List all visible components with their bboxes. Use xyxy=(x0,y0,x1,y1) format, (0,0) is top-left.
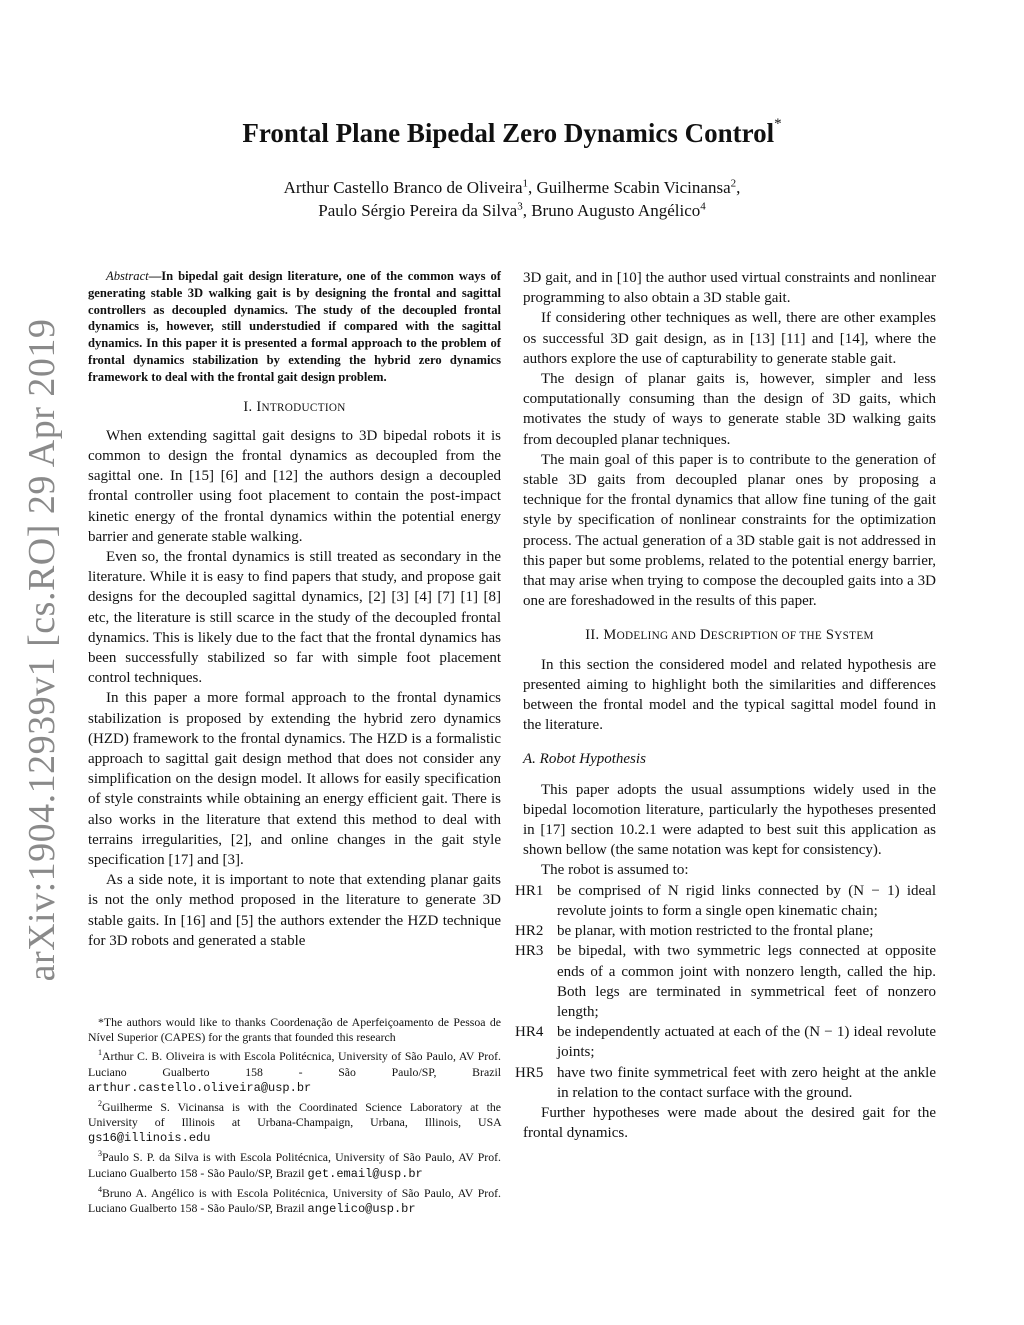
body-paragraph: Further hypotheses were made about the desired gait for the frontal dynamics. xyxy=(523,1104,936,1142)
left-column xyxy=(88,268,501,951)
section-heading-modeling xyxy=(523,625,936,646)
footnote-funding: *The authors would like to thanks Coordenação de Aperfeiçoamento de Pessoa de Nível Superior (CAPES) for the grants that founded this research xyxy=(88,1015,501,1045)
section-number: I. xyxy=(243,398,253,415)
footnote-mark: 3 xyxy=(98,1149,102,1159)
author-affil-mark: 2 xyxy=(730,177,737,190)
footnote-mark: 1 xyxy=(98,1048,102,1058)
author-affil-mark: 1 xyxy=(522,177,528,190)
footnote-email[interactable]: angelico@usp.br xyxy=(307,1201,416,1216)
arxiv-stamp-text: arXiv:1904.12939v1 [cs.RO] 29 Apr 2019 xyxy=(21,318,63,982)
author-line-1 xyxy=(0,176,1024,199)
hypothesis-label: HR5 xyxy=(515,1064,544,1081)
author-name: Paulo Sérgio Pereira da Silva xyxy=(318,201,518,220)
section-heading-introduction xyxy=(88,397,501,418)
hypothesis-label: HR3 xyxy=(515,943,544,960)
intro-paragraph: When extending sagittal gait designs to 3D bipedal robots it is common to design the frontal dynamics as decoupled from the sagittal one. In [15] [6] and [12] the authors design a decoupled frontal controller using foot placement to contain the post-impact kinetic energy of the frontal dynamics within the potential energy barrier and generate stable walking. xyxy=(88,427,501,545)
right-column xyxy=(515,268,936,1143)
section-title-rest: ODELING AND xyxy=(616,630,697,643)
hypothesis-item xyxy=(515,921,936,941)
body-paragraph: 3D gait, and in [10] the author used virtual constraints and nonlinear programming to also obtain a 3D stable gait. xyxy=(523,270,936,307)
hypothesis-item xyxy=(515,1022,936,1062)
footnote-email[interactable]: gs16@illinois.edu xyxy=(88,1131,211,1146)
author-separator: , xyxy=(736,178,741,197)
subsection-heading: A. Robot Hypothesis xyxy=(523,751,646,768)
author-separator: , xyxy=(528,178,537,197)
author-name: Guilherme Scabin Vicinansa xyxy=(536,178,731,197)
hypothesis-label: HR2 xyxy=(515,923,544,940)
title-footnote-mark: * xyxy=(774,116,782,132)
intro-paragraph: In this paper a more formal approach to the frontal dynamics stabilization is proposed by extending the hybrid zero dynamics (HZD) framework to the frontal dynamics. The HZD is a formalistic approach to sagittal gait design method that does not consider any simplification on the design model. It allows for easily specification of style constraints while obtaining an energy efficient gait. There is also works in the literature that extend this method to deal with terrains irregularities, [2], and online changes in the gait style specification [17] and [3]. xyxy=(88,690,501,869)
intro-paragraph: As a side note, it is important to note that extending planar gaits is not the only method proposed in the literature to generate 3D stable gaits. In [16] and [5] the authors extender the HZD technique for 3D robots and generated a stable xyxy=(88,872,501,949)
author-affil-mark: 4 xyxy=(700,200,706,213)
section-title-cap: I xyxy=(256,398,262,415)
body-paragraph: The robot is assumed to: xyxy=(541,862,689,879)
author-name: Bruno Augusto Angélico xyxy=(531,201,701,220)
footnote-text: Bruno A. Angélico is with Escola Politécnica, University of São Paulo, AV Prof. Luciano Gualberto 158 - São Paulo/SP, Brazil xyxy=(88,1185,501,1215)
footnote-affiliation xyxy=(88,1096,501,1147)
abstract-text: In bipedal gait design literature, one of the common ways of generating stable 3D walking gait is by designing the frontal and sagittal controllers as decoupled dynamics. The study of the decoupled frontal dynamics is, however, still understudied if compared with the sagittal dynamics. In this paper it is presented a formal approach to the problem of frontal dynamics stabilization by extending the hybrid zero dynamics framework to deal with the frontal gait design problem. xyxy=(88,269,501,384)
footnote-text: Guilherme S. Vicinansa is with the Coordinated Science Laboratory at the University of Illinois at Urbana-Champaign, Urbana, Illinois, USA xyxy=(88,1099,501,1130)
paper-title-text: Frontal Plane Bipedal Zero Dynamics Control xyxy=(242,118,775,148)
footnote-text: Paulo S. P. da Silva is with Escola Politécnica, University of São Paulo, AV Prof. Luciano Gualberto 158 - São Paulo/SP, Brazil xyxy=(88,1150,501,1180)
hypothesis-text: be comprised of N rigid links connected by (N − 1) ideal revolute joints to form a single open kinematic chain; xyxy=(557,882,936,919)
author-name: Arthur Castello Branco de Oliveira xyxy=(283,178,523,197)
intro-paragraph: Even so, the frontal dynamics is still treated as secondary in the literature. While it is easy to find papers that study, and propose gait designs for the decoupled sagittal dynamics, [2] [3] [4] [7] [1] [8] etc, the literature is still scarce in the study of the decoupled frontal dynamics. This is likely due to the fact that the frontal dynamics has been successfully stabilized so far with simple foot placement control techniques. xyxy=(88,549,501,687)
footnote-affiliation xyxy=(88,1182,501,1217)
footnote-mark: 2 xyxy=(98,1098,102,1108)
abstract-label: Abstract xyxy=(106,269,149,283)
section-title-rest: YSTEM xyxy=(834,630,874,643)
body-paragraph: The design of planar gaits is, however, simpler and less computationally consuming than the design of 3D gaits, which motivates the study of ways to generate stable 3D walking gaits from decoupled planar techniques. xyxy=(523,371,936,448)
footnote-affiliation xyxy=(88,1045,501,1096)
section-title-rest: ESCRIPTION OF THE xyxy=(710,630,822,643)
body-paragraph: If considering other techniques as well, there are other examples os successful 3D gait design, as in [13] [11] and [14], where the authors explore the use of capturability to generate stable gait. xyxy=(523,310,936,367)
abstract xyxy=(88,268,501,386)
footnote-email[interactable]: arthur.castello.oliveira@usp.br xyxy=(88,1080,312,1095)
hypothesis-label: HR4 xyxy=(515,1024,544,1041)
author-separator: , xyxy=(522,201,532,220)
author-affil-mark: 3 xyxy=(517,200,523,213)
hypothesis-item xyxy=(515,941,936,1022)
body-paragraph: This paper adopts the usual assumptions widely used in the bipedal locomotion literature, particularly the hypotheses presented in [17] section 10.2.1 were adapted to best suit this application as shown bellow (the same notation was kept for consistency). xyxy=(523,781,936,859)
hypothesis-text: be planar, with motion restricted to the frontal plane; xyxy=(557,923,874,940)
footnote-mark: 4 xyxy=(98,1184,102,1194)
body-paragraph: The main goal of this paper is to contribute to the generation of stable 3D gaits from decoupled planar ones by proposing a technique for the frontal dynamics that allow fine tuning of the gait style by specification of nonlinear constraints for the optimization process. The actual generation of a 3D stable gait is not addressed in this paper but some problems, related to the potential energy barrier, that may arise when trying to compose the decoupled gaits into a 3D one are foreshadowed in the results of this paper. xyxy=(523,451,936,610)
author-line-2 xyxy=(0,199,1024,222)
paper-title xyxy=(0,118,1024,149)
footnote-email[interactable]: get.email@usp.br xyxy=(307,1166,423,1181)
hypothesis-item xyxy=(515,881,936,921)
section-title-cap: S xyxy=(825,627,835,644)
section-title-cap: M xyxy=(603,627,617,644)
hypothesis-text: be bipedal, with two symmetric legs connected at opposite ends of a common joint with nonzero length, called the hip. Both legs are terminated in symmetrical feet of nonzero length; xyxy=(557,943,936,1020)
hypothesis-text: be independently actuated at each of the (N − 1) ideal revolute joints; xyxy=(557,1024,936,1061)
hypothesis-item xyxy=(515,1063,936,1103)
arxiv-side-stamp xyxy=(18,318,66,982)
hypothesis-label: HR1 xyxy=(515,882,544,899)
section-intro-paragraph: In this section the considered model and related hypothesis are presented aiming to highlight both the similarities and differences between the frontal model and the typical sagittal model found in the literature. xyxy=(523,656,936,734)
abstract-dash: — xyxy=(148,269,162,283)
hypothesis-text: have two finite symmetrical feet with zero height at the ankle in relation to the contact surface with the ground. xyxy=(557,1064,936,1101)
section-title-rest: NTRODUCTION xyxy=(261,401,346,414)
footnote-text: Arthur C. B. Oliveira is with Escola Politécnica, University of São Paulo, AV Prof. Luciano Gualberto 158 - São Paulo/SP, Brazil xyxy=(88,1049,501,1079)
section-title-cap: D xyxy=(700,627,711,644)
footnotes xyxy=(88,1015,501,1217)
footnote-affiliation xyxy=(88,1146,501,1181)
author-list xyxy=(0,176,1024,222)
section-number: II. xyxy=(585,627,600,644)
